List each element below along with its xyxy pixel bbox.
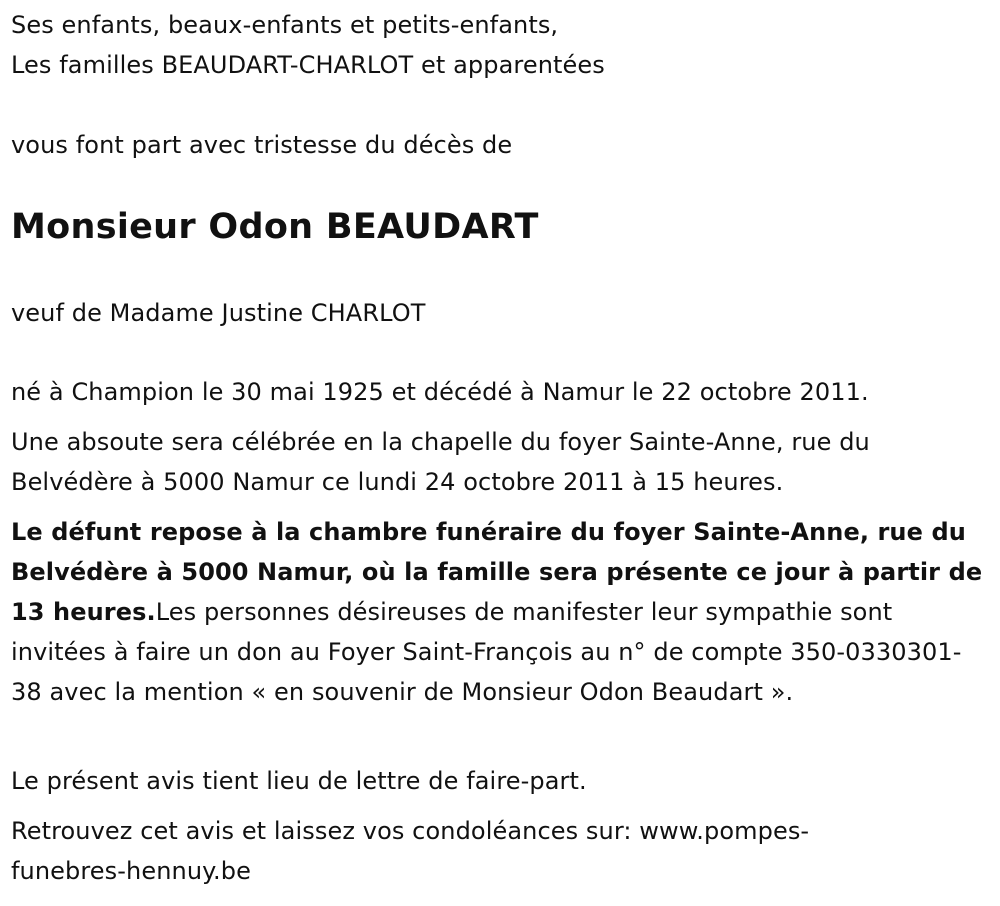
deceased-name: Monsieur Odon BEAUDART bbox=[11, 207, 539, 247]
repose-and-donation-paragraph bbox=[11, 512, 989, 712]
birth-death-text: né à Champion le 30 mai 1925 et décédé à Namur le 22 octobre 2011. bbox=[11, 378, 869, 406]
repose-bold-text: Le défunt repose à la chambre funéraire du foyer Sainte-Anne, rue du Belvédère à 5000 Namur, où la famille sera présente ce jour à partir de 13 heures. bbox=[11, 518, 983, 626]
notice-statement: Le présent avis tient lieu de lettre de faire-part. bbox=[11, 767, 587, 795]
widow-of-text: veuf de Madame Justine CHARLOT bbox=[11, 299, 426, 327]
intro-line-1: Ses enfants, beaux-enfants et petits-enfants, bbox=[11, 11, 559, 39]
donation-text: Les personnes désireuses de manifester leur sympathie sont invitées à faire un don au Foyer Saint-François au n° de compte 350-0330301-38 avec la mention « en souvenir de Monsieur Odon Beaudart ». bbox=[11, 598, 962, 706]
announcement-text: vous font part avec tristesse du décès de bbox=[11, 131, 513, 159]
intro-line-2: Les familles BEAUDART-CHARLOT et apparentées bbox=[11, 51, 605, 79]
ceremony-text: Une absoute sera célébrée en la chapelle du foyer Sainte-Anne, rue du Belvédère à 5000 Namur ce lundi 24 octobre 2011 à 15 heures. bbox=[11, 428, 870, 496]
condolences-text: Retrouvez cet avis et laissez vos condoléances sur: www.pompes-funebres-hennuy.be bbox=[11, 817, 810, 885]
